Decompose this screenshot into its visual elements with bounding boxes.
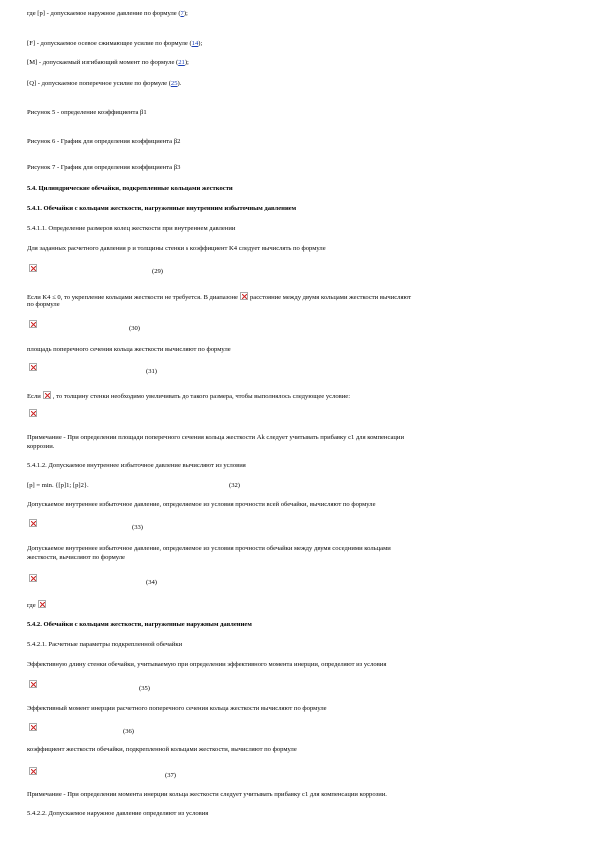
- equation-number: (29): [152, 268, 163, 275]
- formula-link[interactable]: 25: [170, 80, 178, 87]
- text-line: коэффициент жесткости обечайки, подкрепленной кольцами жесткости, вычисляют по формуле: [27, 746, 297, 753]
- subsection-heading: 5.4.2.2. Допускаемое наружное давление определяют из условия: [27, 810, 209, 817]
- note-line: коррозии.: [27, 443, 55, 450]
- text-line: [F] - допускаемое осевое сжимающее усилие по формуле (14);: [27, 40, 203, 47]
- text-line: Эффективный момент инерции расчетного поперечного сечения кольца жесткости вычисляют по формуле: [27, 705, 327, 712]
- equation-number: (34): [146, 579, 157, 586]
- broken-image-icon: [29, 409, 37, 417]
- section-heading: 5.4. Цилиндрические обечайки, подкрепленные кольцами жесткости: [27, 185, 233, 192]
- broken-image-icon: [29, 723, 37, 731]
- equation-number: (36): [123, 728, 134, 735]
- broken-image-icon: [29, 767, 37, 775]
- text-line: по формуле: [27, 301, 60, 308]
- equation-number: (37): [165, 772, 176, 779]
- subsection-heading: 5.4.2.1. Расчетные параметры подкрепленной обечайки: [27, 641, 183, 648]
- equation-number: (35): [139, 685, 150, 692]
- broken-image-icon: [29, 680, 37, 688]
- formula-link[interactable]: 7: [180, 10, 184, 17]
- text-line: Эффективную длину стенки обечайки, учитываемую при определении эффективного момента инерции, определяют из условия: [27, 661, 387, 668]
- broken-image-icon: [29, 264, 37, 272]
- equation-number: (33): [132, 524, 143, 531]
- broken-image-icon: [240, 292, 248, 300]
- text-line: [Q] - допускаемое поперечное усилие по формуле (25).: [27, 80, 182, 87]
- broken-image-icon: [29, 519, 37, 527]
- equation-number: (30): [129, 325, 140, 332]
- broken-image-icon: [43, 391, 51, 399]
- subsection-heading: 5.4.1.2. Допускаемое внутреннее избыточное давление вычисляют из условия: [27, 462, 246, 469]
- broken-image-icon: [38, 600, 46, 608]
- formula-line: [p] = min. {[p]1; [p]2}.: [27, 482, 89, 489]
- formula-link[interactable]: 21: [178, 59, 185, 66]
- equation-number: (32): [229, 482, 240, 489]
- figure-caption: Рисунок 5 - определение коэффициента β1: [27, 109, 147, 116]
- note-line: Примечание - При определении площади поперечного сечения кольца жесткости Ak следует учитывать прибавку c1 для компенсации: [27, 434, 404, 441]
- text-line: где [p] - допускаемое наружное давление по формуле (7);: [27, 10, 188, 17]
- text-line: Допускаемое внутреннее избыточное давление, определяемое из условия прочности обечайки между двумя соседними кольцами: [27, 545, 391, 552]
- subsection-heading: 5.4.1.1. Определение размеров колец жесткости при внутреннем давлении: [27, 225, 236, 232]
- section-heading: 5.4.2. Обечайки с кольцами жесткости, нагруженные наружным давлением: [27, 621, 252, 628]
- broken-image-icon: [29, 363, 37, 371]
- formula-link[interactable]: 14: [191, 40, 199, 47]
- text-line: жесткости, вычисляют по формуле: [27, 554, 125, 561]
- figure-caption: Рисунок 6 - График для определения коэффициента β2: [27, 138, 181, 145]
- equation-number: (31): [146, 368, 157, 375]
- text-line: Для заданных расчетного давления p и толщины стенки s коэффициент K4 следует вычислять по формуле: [27, 245, 326, 252]
- text-line: Допускаемое внутреннее избыточное давление, определяемое из условия прочности всей обечайки, вычисляют по формуле: [27, 501, 376, 508]
- text-line: Если , то толщину стенки необходимо увеличивать до такого размера, чтобы выполнялось следующее условие:: [27, 393, 351, 400]
- broken-image-icon: [29, 320, 37, 328]
- text-line: Если K4 ≤ 0, то укрепление кольцами жесткости не требуется. В диапазоне расстояние между двумя кольцами жесткости вычисляют: [27, 294, 412, 301]
- text-line: [M] - допускаемый изгибающий момент по формуле (21);: [27, 59, 189, 66]
- section-heading: 5.4.1. Обечайки с кольцами жесткости, нагруженные внутренним избыточным давлением: [27, 205, 297, 212]
- text-line: где: [27, 600, 567, 610]
- note-line: Примечание - При определении момента инерции кольца жесткости следует учитывать прибавку c1 для компенсации коррозии.: [27, 791, 387, 798]
- text-line: площадь поперечного сечения кольца жесткости вычисляют по формуле: [27, 346, 231, 353]
- figure-caption: Рисунок 7 - График для определения коэффициента β3: [27, 164, 181, 171]
- broken-image-icon: [29, 574, 37, 582]
